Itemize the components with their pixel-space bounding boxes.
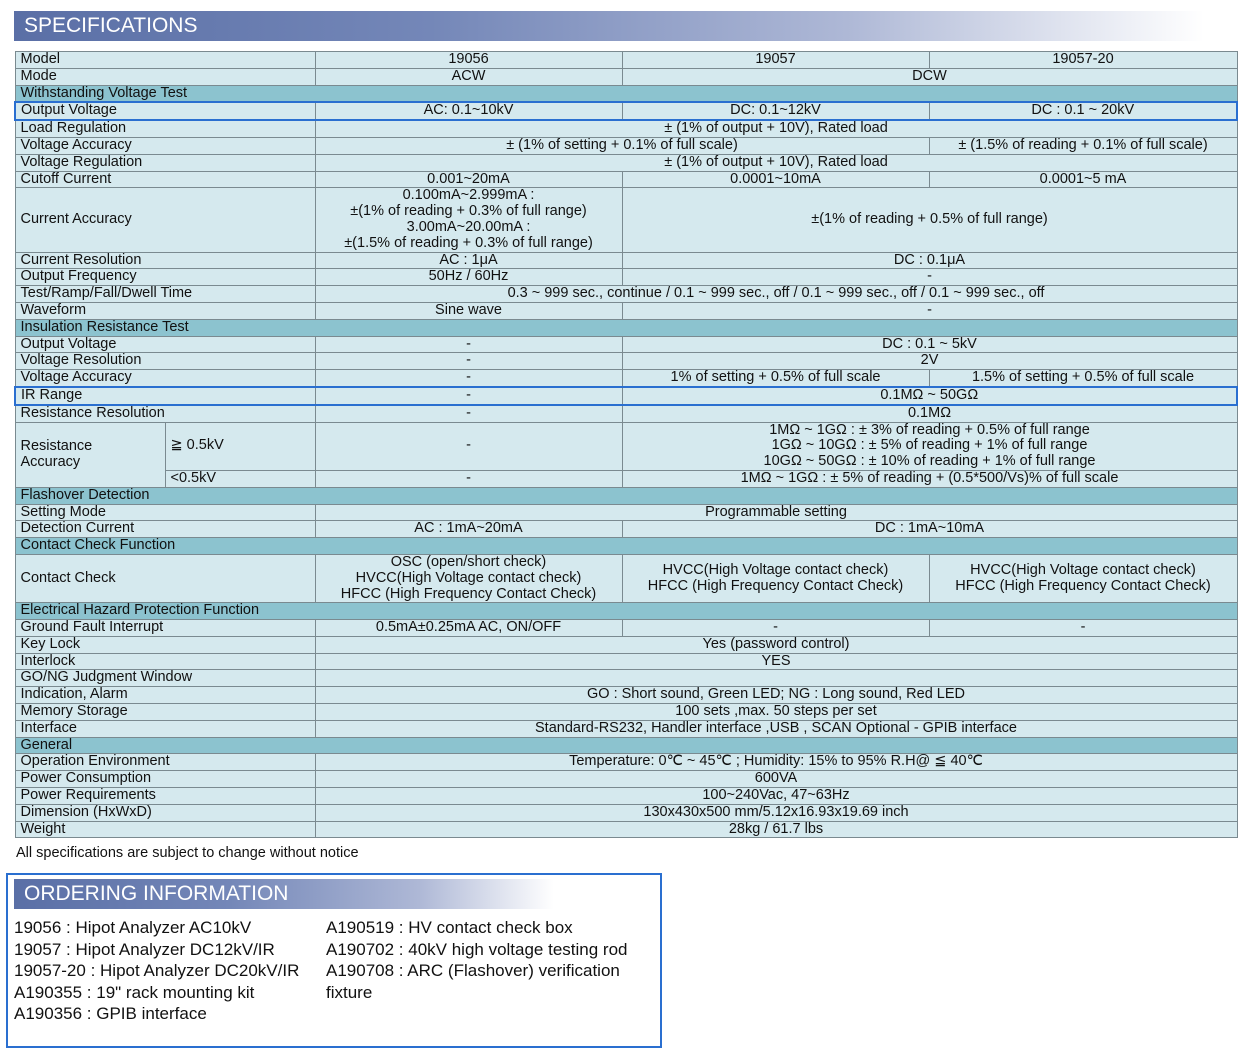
cell-value: AC : 1μA bbox=[315, 252, 622, 269]
section-title: Withstanding Voltage Test bbox=[15, 85, 1237, 102]
cell-line: HVCC(High Voltage contact check) bbox=[355, 569, 582, 586]
cell-value: DCW bbox=[622, 68, 1237, 85]
row-label: Voltage Accuracy bbox=[15, 137, 315, 154]
row-label: Mode bbox=[15, 68, 315, 85]
cell-line: HFCC (High Frequency Contact Check) bbox=[340, 585, 597, 602]
row-label: GO/NG Judgment Window bbox=[15, 670, 315, 687]
cell-value: ± (1.5% of reading + 0.1% of full scale) bbox=[929, 137, 1237, 154]
row-label: Setting Mode bbox=[15, 504, 315, 521]
cell-value: ± (1% of output + 10V), Rated load bbox=[315, 120, 1237, 137]
table-row-ir-voltage-resolution bbox=[15, 353, 1237, 370]
row-label: Ground Fault Interrupt bbox=[15, 620, 315, 637]
cell-value bbox=[622, 422, 1237, 470]
section-header-flashover bbox=[15, 487, 1237, 504]
cell-value bbox=[315, 188, 622, 252]
cell-line: HFCC (High Frequency Contact Check) bbox=[647, 577, 904, 594]
table-row-resistance-accuracy-low bbox=[15, 470, 1237, 487]
condition-label: <0.5kV bbox=[165, 470, 315, 487]
table-row-power-requirements bbox=[15, 788, 1237, 805]
ordering-item: A190702 : 40kV high voltage testing rod bbox=[326, 939, 628, 959]
cell-value: DC : 0.1μA bbox=[622, 252, 1237, 269]
cell-value: DC : 0.1 ~ 5kV bbox=[622, 336, 1237, 353]
cell-value: - bbox=[315, 336, 622, 353]
cell-value: Standard-RS232, Handler interface ,USB , SCAN Optional - GPIB interface bbox=[315, 720, 1237, 737]
cell-line: 1MΩ ~ 1GΩ : ± 3% of reading + 0.5% of full range bbox=[769, 422, 1090, 438]
cell-value: 0.5mA±0.25mA AC, ON/OFF bbox=[315, 620, 622, 637]
cell-value: Temperature: 0℃ ~ 45℃ ; Humidity: 15% to 95% R.H@ ≦ 40℃ bbox=[315, 754, 1237, 771]
cell-line: OSC (open/short check) bbox=[390, 554, 547, 570]
condition-label: ≧ 0.5kV bbox=[165, 422, 315, 470]
row-label: Output Voltage bbox=[15, 102, 315, 120]
cell-value bbox=[929, 554, 1237, 602]
specifications-banner: SPECIFICATIONS bbox=[14, 11, 1204, 41]
table-row-voltage-regulation bbox=[15, 154, 1237, 171]
cell-value: YES bbox=[315, 653, 1237, 670]
row-label: Memory Storage bbox=[15, 704, 315, 721]
cell-value: ± (1% of setting + 0.1% of full scale) bbox=[315, 137, 929, 154]
cell-value: ±(1% of reading + 0.5% of full range) bbox=[622, 188, 1237, 252]
cell-value: - bbox=[315, 353, 622, 370]
row-label: IR Range bbox=[15, 387, 315, 405]
row-label: Power Consumption bbox=[15, 771, 315, 788]
table-row-output-frequency bbox=[15, 269, 1237, 286]
table-row-power-consumption bbox=[15, 771, 1237, 788]
cell-value: 1% of setting + 0.5% of full scale bbox=[622, 370, 929, 387]
ordering-list-right bbox=[326, 917, 628, 1003]
cell-value: - bbox=[622, 302, 1237, 319]
cell-value bbox=[622, 554, 929, 602]
table-row-interface bbox=[15, 720, 1237, 737]
ordering-list-left bbox=[14, 917, 299, 1025]
section-title: Contact Check Function bbox=[15, 538, 1237, 555]
cell-value: DC : 1mA~10mA bbox=[622, 521, 1237, 538]
table-row-resistance-accuracy-high bbox=[15, 422, 1237, 470]
cell-value: - bbox=[929, 620, 1237, 637]
section-title: Insulation Resistance Test bbox=[15, 319, 1237, 336]
table-row-key-lock bbox=[15, 636, 1237, 653]
row-label: Output Voltage bbox=[15, 336, 315, 353]
row-label: Voltage Resolution bbox=[15, 353, 315, 370]
cell-value: ACW bbox=[315, 68, 622, 85]
table-row-contact-check bbox=[15, 554, 1237, 602]
cell-value bbox=[315, 670, 1237, 687]
table-row-ir-output-voltage bbox=[15, 336, 1237, 353]
cell-value: - bbox=[315, 405, 622, 422]
ordering-item: A190708 : ARC (Flashover) verification bbox=[326, 961, 620, 980]
section-header-insulation bbox=[15, 319, 1237, 336]
cell-value bbox=[315, 554, 622, 602]
row-label: Voltage Accuracy bbox=[15, 370, 315, 387]
section-header-hazard-protection bbox=[15, 603, 1237, 620]
ordering-item: 19057 : Hipot Analyzer DC12kV/IR bbox=[14, 939, 275, 959]
row-label bbox=[15, 422, 165, 487]
cell-line: HFCC (High Frequency Contact Check) bbox=[955, 577, 1211, 594]
cell-value: - bbox=[315, 387, 622, 405]
cell-value: 0.001~20mA bbox=[315, 171, 622, 188]
table-row-output-voltage bbox=[15, 102, 1237, 120]
row-label-line: Resistance bbox=[20, 437, 93, 454]
cell-line: ±(1.5% of reading + 0.3% of full range) bbox=[344, 234, 593, 251]
table-row-gong-window bbox=[15, 670, 1237, 687]
row-label: Operation Environment bbox=[15, 754, 315, 771]
table-row-operation-environment bbox=[15, 754, 1237, 771]
cell-value: 100~240Vac, 47~63Hz bbox=[315, 788, 1237, 805]
cell-value: Sine wave bbox=[315, 302, 622, 319]
cell-value: 100 sets ,max. 50 steps per set bbox=[315, 704, 1237, 721]
cell-19057-20: 19057-20 bbox=[929, 52, 1237, 69]
cell-value: 1MΩ ~ 1GΩ : ± 5% of reading + (0.5*500/Vs)% of full scale bbox=[622, 470, 1237, 487]
cell-value: AC: 0.1~10kV bbox=[315, 102, 622, 120]
row-label: Interlock bbox=[15, 653, 315, 670]
cell-line: 3.00mA~20.00mA : bbox=[406, 218, 531, 235]
cell-19057: 19057 bbox=[622, 52, 929, 69]
section-title: General bbox=[15, 737, 1237, 754]
cell-value: 0.1MΩ ~ 50GΩ bbox=[622, 387, 1237, 405]
section-header-general bbox=[15, 737, 1237, 754]
table-row-current-accuracy bbox=[15, 188, 1237, 252]
section-header-contact-check bbox=[15, 538, 1237, 555]
table-row-cutoff-current bbox=[15, 171, 1237, 188]
cell-value: 600VA bbox=[315, 771, 1237, 788]
table-row-indication bbox=[15, 687, 1237, 704]
ordering-item: 19057-20 : Hipot Analyzer DC20kV/IR bbox=[14, 961, 300, 980]
ordering-item: fixture bbox=[326, 982, 373, 1002]
table-row-gfi bbox=[15, 620, 1237, 637]
row-label: Waveform bbox=[15, 302, 315, 319]
row-label: Contact Check bbox=[15, 554, 315, 602]
specifications-table bbox=[14, 51, 1238, 838]
table-row-memory bbox=[15, 704, 1237, 721]
table-row-voltage-accuracy bbox=[15, 137, 1237, 154]
row-label: Current Resolution bbox=[15, 252, 315, 269]
cell-value: - bbox=[622, 620, 929, 637]
cell-value: - bbox=[315, 370, 622, 387]
cell-value: - bbox=[315, 470, 622, 487]
row-label: Test/Ramp/Fall/Dwell Time bbox=[15, 286, 315, 303]
cell-value: AC : 1mA~20mA bbox=[315, 521, 622, 538]
table-row-waveform bbox=[15, 302, 1237, 319]
cell-value: 2V bbox=[622, 353, 1237, 370]
cell-value: - bbox=[622, 269, 1237, 286]
section-title: Flashover Detection bbox=[15, 487, 1237, 504]
cell-value: DC: 0.1~12kV bbox=[622, 102, 929, 120]
row-label: Current Accuracy bbox=[15, 188, 315, 252]
cell-value: 1.5% of setting + 0.5% of full scale bbox=[929, 370, 1237, 387]
row-label: Dimension (HxWxD) bbox=[15, 804, 315, 821]
row-label: Load Regulation bbox=[15, 120, 315, 137]
table-row-resistance-resolution bbox=[15, 405, 1237, 422]
row-label: Detection Current bbox=[15, 521, 315, 538]
row-label: Model bbox=[15, 52, 315, 69]
cell-line: HVCC(High Voltage contact check) bbox=[970, 561, 1196, 578]
table-row-ir-voltage-accuracy bbox=[15, 370, 1237, 387]
table-row-current-resolution bbox=[15, 252, 1237, 269]
cell-value: 50Hz / 60Hz bbox=[315, 269, 622, 286]
cell-line: 10GΩ ~ 50GΩ : ± 10% of reading + 1% of full range bbox=[763, 453, 1096, 470]
cell-line: 1GΩ ~ 10GΩ : ± 5% of reading + 1% of full range bbox=[771, 437, 1088, 454]
section-header-withstanding bbox=[15, 85, 1237, 102]
row-label-line: Accuracy bbox=[20, 453, 81, 470]
cell-value: 130x430x500 mm/5.12x16.93x19.69 inch bbox=[315, 804, 1237, 821]
table-row-weight bbox=[15, 821, 1237, 838]
cell-value: 28kg / 61.7 lbs bbox=[315, 821, 1237, 838]
row-label: Voltage Regulation bbox=[15, 154, 315, 171]
table-row-dimension bbox=[15, 804, 1237, 821]
cell-value: GO : Short sound, Green LED; NG : Long sound, Red LED bbox=[315, 687, 1237, 704]
row-label: Cutoff Current bbox=[15, 171, 315, 188]
table-row-mode bbox=[15, 68, 1237, 85]
table-row-setting-mode bbox=[15, 504, 1237, 521]
cell-value: - bbox=[315, 422, 622, 470]
ordering-banner: ORDERING INFORMATION bbox=[14, 879, 554, 909]
cell-value: Yes (password control) bbox=[315, 636, 1237, 653]
cell-line: ±(1% of reading + 0.3% of full range) bbox=[350, 203, 587, 220]
cell-value: DC : 0.1 ~ 20kV bbox=[929, 102, 1237, 120]
table-row-ir-range bbox=[15, 387, 1237, 405]
row-label: Power Requirements bbox=[15, 788, 315, 805]
cell-19056: 19056 bbox=[315, 52, 622, 69]
cell-value: 0.1MΩ bbox=[622, 405, 1237, 422]
row-label: Interface bbox=[15, 720, 315, 737]
cell-value: 0.0001~10mA bbox=[622, 171, 929, 188]
row-label: Output Frequency bbox=[15, 269, 315, 286]
cell-value: Programmable setting bbox=[315, 504, 1237, 521]
row-label: Weight bbox=[15, 821, 315, 838]
cell-line: HVCC(High Voltage contact check) bbox=[662, 561, 889, 578]
ordering-item: A190355 : 19" rack mounting kit bbox=[14, 982, 255, 1002]
ordering-item: A190356 : GPIB interface bbox=[14, 1004, 207, 1023]
cell-value: 0.3 ~ 999 sec., continue / 0.1 ~ 999 sec., off / 0.1 ~ 999 sec., off / 0.1 ~ 999 sec., off bbox=[315, 286, 1237, 303]
cell-line: 0.100mA~2.999mA : bbox=[402, 187, 535, 204]
cell-value: ± (1% of output + 10V), Rated load bbox=[315, 154, 1237, 171]
cell-value: 0.0001~5 mA bbox=[929, 171, 1237, 188]
row-label: Key Lock bbox=[15, 636, 315, 653]
row-label: Indication, Alarm bbox=[15, 687, 315, 704]
table-row-load-regulation bbox=[15, 120, 1237, 137]
row-label: Resistance Resolution bbox=[15, 405, 315, 422]
table-row-interlock bbox=[15, 653, 1237, 670]
ordering-item: 19056 : Hipot Analyzer AC10kV bbox=[14, 918, 252, 937]
table-row-detection-current bbox=[15, 521, 1237, 538]
table-row-model bbox=[15, 52, 1237, 69]
footnote: All specifications are subject to change without notice bbox=[16, 845, 359, 861]
ordering-information-box bbox=[6, 873, 662, 1048]
table-row-timing bbox=[15, 286, 1237, 303]
ordering-item: A190519 : HV contact check box bbox=[326, 918, 573, 937]
section-title: Electrical Hazard Protection Function bbox=[15, 603, 1237, 620]
